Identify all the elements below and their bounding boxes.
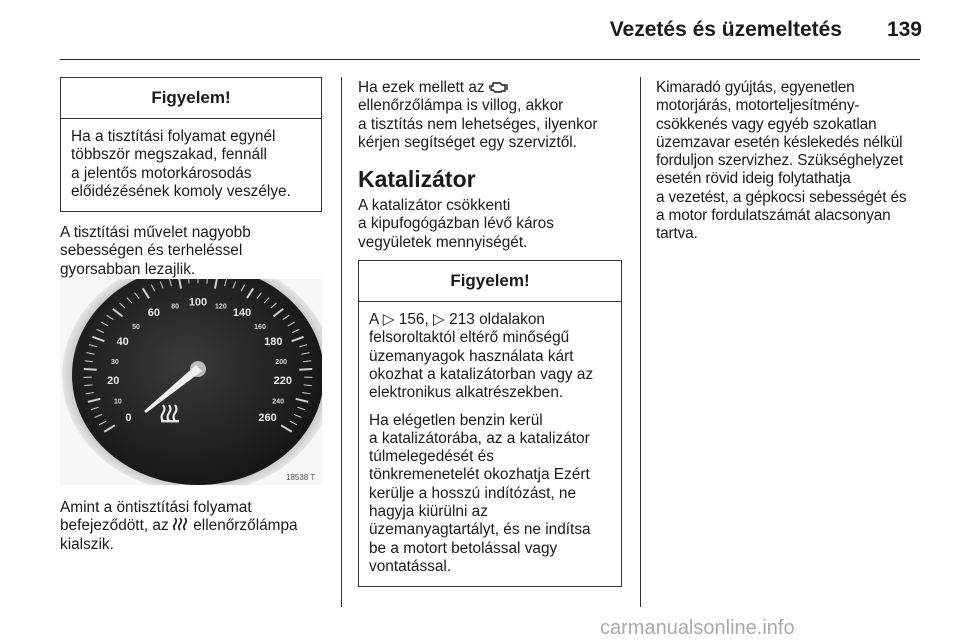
column-2 [358, 79, 624, 587]
text-line: kérjen segítséget egy szerviztől. [358, 133, 577, 151]
page-reference-line[interactable]: A ▷ 156, ▷ 213 oldalakon [369, 311, 545, 329]
text-line: tartva. [656, 225, 698, 243]
text-line: befejeződött, az [60, 517, 169, 535]
warning-body [61, 119, 321, 211]
gauge-label: 120 [215, 303, 227, 311]
gauge-label: 60 [147, 307, 161, 320]
text-line: felsoroltaktól eltérő minőségű [369, 329, 570, 347]
gauge-label: 80 [171, 303, 180, 311]
warning-box-2 [358, 260, 622, 587]
text-line: vegyületek mennyiségét. [358, 233, 528, 251]
text-line: kialszik. [60, 535, 114, 553]
gauge-label: 0 [125, 412, 132, 425]
gauge-label: 100 [188, 296, 208, 309]
gauge-label: 160 [254, 323, 266, 331]
text-line: csökkenés vagy egyéb szokatlan [656, 115, 877, 133]
text-line: okozhat a katalizátorban vagy az [369, 365, 594, 383]
text-line: túlmelegedését és [369, 448, 494, 466]
warning-line: előidézésének komoly veszélye. [71, 182, 291, 200]
column-3 [656, 79, 926, 244]
speedometer-svg [60, 279, 322, 485]
warning-title: Figyelem! [61, 78, 321, 119]
text-line: elektronikus alkatrészekben. [369, 384, 564, 402]
header-rule [60, 59, 920, 60]
text-line: a vezetést, a gépkocsi sebességét és [656, 188, 907, 206]
gauge-label: 20 [107, 374, 120, 387]
text-line: Amint a öntisztítási folyamat [60, 499, 252, 516]
header-title: Vezetés és üzemeltetés [609, 18, 842, 41]
text-line: kerülje a hosszú indítózást, ne [369, 484, 577, 502]
text-line: sebességen és terheléssel [60, 242, 243, 260]
warning-line: többször megszakad, fennáll [71, 146, 267, 164]
warning-line: Ha a tisztítási folyamat egynél [71, 128, 276, 145]
engine-warning-icon [489, 80, 509, 94]
paragraph-misfire [656, 79, 926, 244]
gauge-label: 260 [258, 412, 277, 425]
text-line: ellenőrzőlámpa [193, 517, 298, 535]
text-line: üzemanyagtartályt, és ne indítsa [369, 521, 591, 539]
text-line: üzemzavar esetén késlekedés nélkül [656, 133, 903, 151]
paragraph-lamp-off [60, 499, 330, 554]
text-line: üzemanyagok használata kárt [369, 347, 574, 365]
paragraph-cleaning-speed [60, 224, 322, 279]
text-line: forduljon szervizhez. Szükséghelyzet [656, 152, 903, 170]
gauge-label: 50 [132, 323, 140, 331]
text-line: be a motort betolással vagy [369, 539, 558, 557]
text-line: A katalizátor csökkenti [358, 197, 511, 215]
section-title-catalyst: Katalizátor [358, 166, 476, 193]
text-line: Kimaradó gyújtás, egyenetlen [656, 79, 855, 96]
text-line: A tisztítási művelet nagyobb [60, 224, 251, 242]
warning-box-1 [60, 77, 322, 212]
gauge-label: 140 [232, 307, 252, 320]
warning-body [359, 302, 621, 586]
text-line: tönkremenetelét okozhatja Ezért [369, 466, 590, 484]
text-line: a katalizátorába, az a katalizátor [369, 429, 590, 447]
column-divider-2 [640, 77, 641, 607]
gauge-label: 40 [116, 336, 129, 349]
text-line: hagyja kiürülni az [369, 503, 488, 521]
gauge-label: 180 [264, 336, 283, 349]
gauge-label: 200 [275, 358, 287, 366]
column-1 [60, 77, 322, 279]
warning-title: Figyelem! [359, 261, 621, 302]
text-line: Ha elégetlen benzin kerül [369, 411, 543, 429]
gauge-label: 30 [110, 358, 119, 366]
text-line: motorjárás, motorteljesítmény- [656, 97, 860, 115]
paragraph-flashing-lamp [358, 79, 624, 152]
gauge-label: 220 [273, 374, 292, 387]
glow-plug-icon [173, 517, 189, 532]
text-line: Ha ezek mellett az [358, 79, 485, 96]
paragraph-catalyst [358, 197, 624, 252]
text-line: gyorsabban lezajlik. [60, 260, 196, 278]
image-code: 18538 T [286, 473, 316, 482]
column-divider-1 [341, 77, 342, 607]
gauge-tick [84, 369, 97, 370]
text-line: a kipufogógázban lévő káros [358, 215, 554, 233]
gauge-tick [299, 369, 312, 370]
text-line: a tisztítás nem lehetséges, ilyenkor [358, 115, 598, 133]
speedometer-illustration [60, 279, 322, 485]
page-number: 139 [886, 18, 922, 41]
text-line: ellenőrzőlámpa is villog, akkor [358, 97, 564, 115]
warning-line: a jelentős motorkárosodás [71, 164, 252, 182]
text-line: a motor fordulatszámát alacsonyan [656, 207, 891, 225]
gauge-label: 240 [272, 398, 284, 406]
watermark: carmanualsonline.info [600, 617, 795, 639]
text-line: esetén rövid ideig folytathatja [656, 170, 851, 188]
text-line: vontatással. [369, 557, 452, 575]
gauge-label: 10 [113, 398, 122, 406]
